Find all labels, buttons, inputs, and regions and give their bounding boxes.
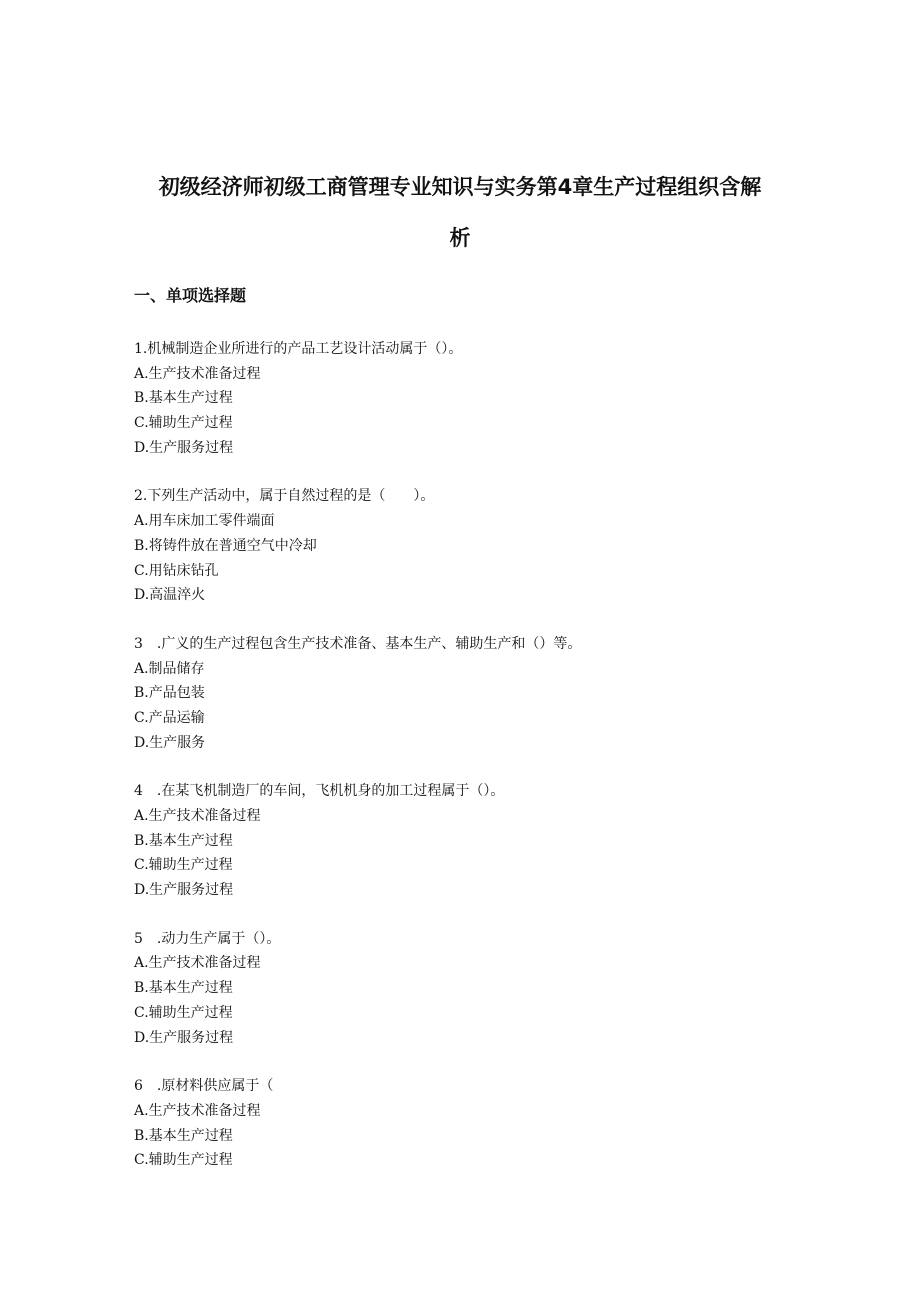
option-d: D.生产服务过程 (134, 1029, 234, 1046)
option-c: C.产品运输 (134, 709, 205, 726)
option-d: D.生产服务过程 (134, 882, 234, 899)
question-stem: 5 .动力生产属于（）。 (134, 930, 281, 947)
option-c: C.辅助生产过程 (134, 1004, 233, 1021)
option-a: A.生产技术准备过程 (134, 365, 261, 382)
option-a: A.生产技术准备过程 (134, 955, 261, 972)
question-stem: 4 .在某飞机制造厂的车间，飞机机身的加工过程属于（）。 (134, 783, 505, 800)
option-c: C.用钻床钻孔 (134, 562, 219, 579)
question-3 (134, 632, 814, 755)
question-4 (134, 779, 814, 902)
question-stem: 1.机械制造企业所进行的产品工艺设计活动属于（）。 (134, 341, 463, 357)
option-d: D.高温淬火 (134, 587, 206, 604)
option-b: B.基本生产过程 (134, 980, 233, 997)
question-5 (134, 927, 814, 1050)
option-b: B.基本生产过程 (134, 390, 233, 407)
option-b: B.基本生产过程 (134, 832, 233, 849)
question-list (134, 337, 814, 1173)
option-d: D.生产服务过程 (134, 439, 234, 456)
option-a: A.用车床加工零件端面 (134, 513, 275, 530)
option-c: C.辅助生产过程 (134, 857, 233, 874)
option-b: B.基本生产过程 (134, 1127, 233, 1144)
section-heading: 一、单项选择题 (134, 286, 247, 305)
option-b: B.将铸件放在普通空气中冷却 (134, 537, 317, 554)
question-stem: 2.下列生产活动中，属于自然过程的是（ ）。 (134, 488, 435, 505)
option-a: A.生产技术准备过程 (134, 1102, 261, 1119)
option-d: D.生产服务 (134, 734, 206, 751)
question-2 (134, 484, 814, 607)
option-c: C.辅助生产过程 (134, 1152, 233, 1169)
question-1 (134, 337, 814, 460)
document-title-line-1: 初级经济师初级工商管理专业知识与实务第4章生产过程组织含解 (158, 175, 762, 199)
option-a: A.生产技术准备过程 (134, 808, 261, 824)
document-title-line-2: 析 (449, 226, 471, 250)
option-c: C.辅助生产过程 (134, 415, 233, 432)
option-a: A.制品储存 (134, 660, 205, 677)
question-6 (134, 1074, 814, 1173)
question-stem: 6 .原材料供应属于（ (134, 1078, 274, 1095)
question-stem: 3 .广义的生产过程包含生产技术准备、基本生产、辅助生产和（）等。 (134, 635, 582, 652)
option-b: B.产品包装 (134, 685, 205, 702)
